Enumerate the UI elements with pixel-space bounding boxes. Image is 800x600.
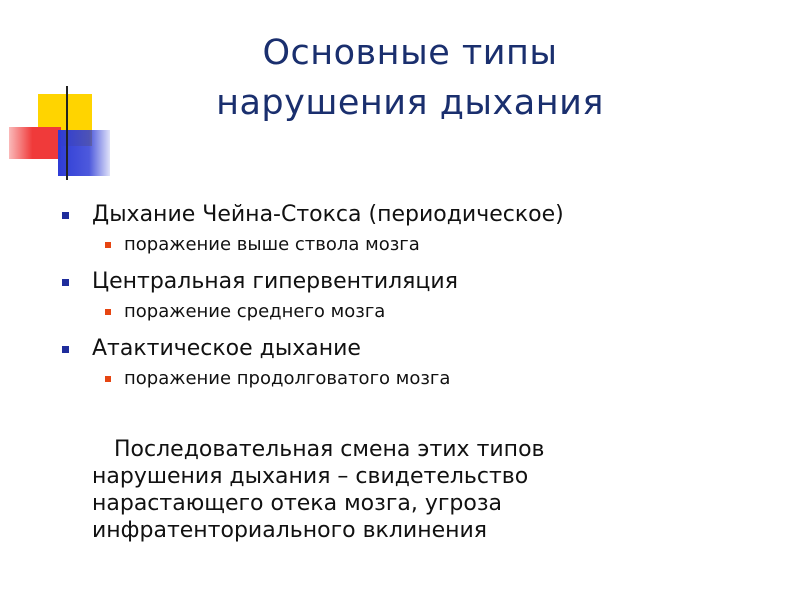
summary-line: Последовательная смена этих типов: [114, 437, 545, 462]
summary-line: нарастающего отека мозга, угроза: [92, 491, 503, 516]
title-line: нарушения дыхания: [216, 83, 604, 123]
square-bullet-icon: [62, 212, 69, 219]
item-sub-label: поражение продолговатого мозга: [124, 368, 451, 389]
summary-line: инфратенториального вклинения: [92, 518, 488, 543]
square-bullet-icon: [62, 346, 69, 353]
square-bullet-icon: [105, 376, 111, 382]
blue-square: [58, 130, 110, 176]
list-item: [62, 266, 762, 326]
bullet-list: [62, 199, 762, 400]
item-label: Центральная гипервентиляция: [92, 269, 458, 294]
item-sub-label: поражение среднего мозга: [124, 301, 386, 322]
list-item: [62, 199, 762, 259]
item-sub-label: поражение выше ствола мозга: [124, 234, 420, 255]
list-item: [62, 333, 762, 393]
red-square: [9, 127, 61, 159]
title-line: Основные типы: [262, 33, 558, 73]
square-bullet-icon: [62, 279, 69, 286]
square-bullet-icon: [105, 242, 111, 248]
slide-title: [130, 28, 690, 128]
summary-paragraph: [92, 436, 712, 544]
item-label: Дыхание Чейна-Стокса (периодическое): [92, 202, 564, 227]
square-bullet-icon: [105, 309, 111, 315]
summary-line: нарушения дыхания – свидетельство: [92, 464, 529, 489]
item-label: Атактическое дыхание: [92, 336, 361, 361]
